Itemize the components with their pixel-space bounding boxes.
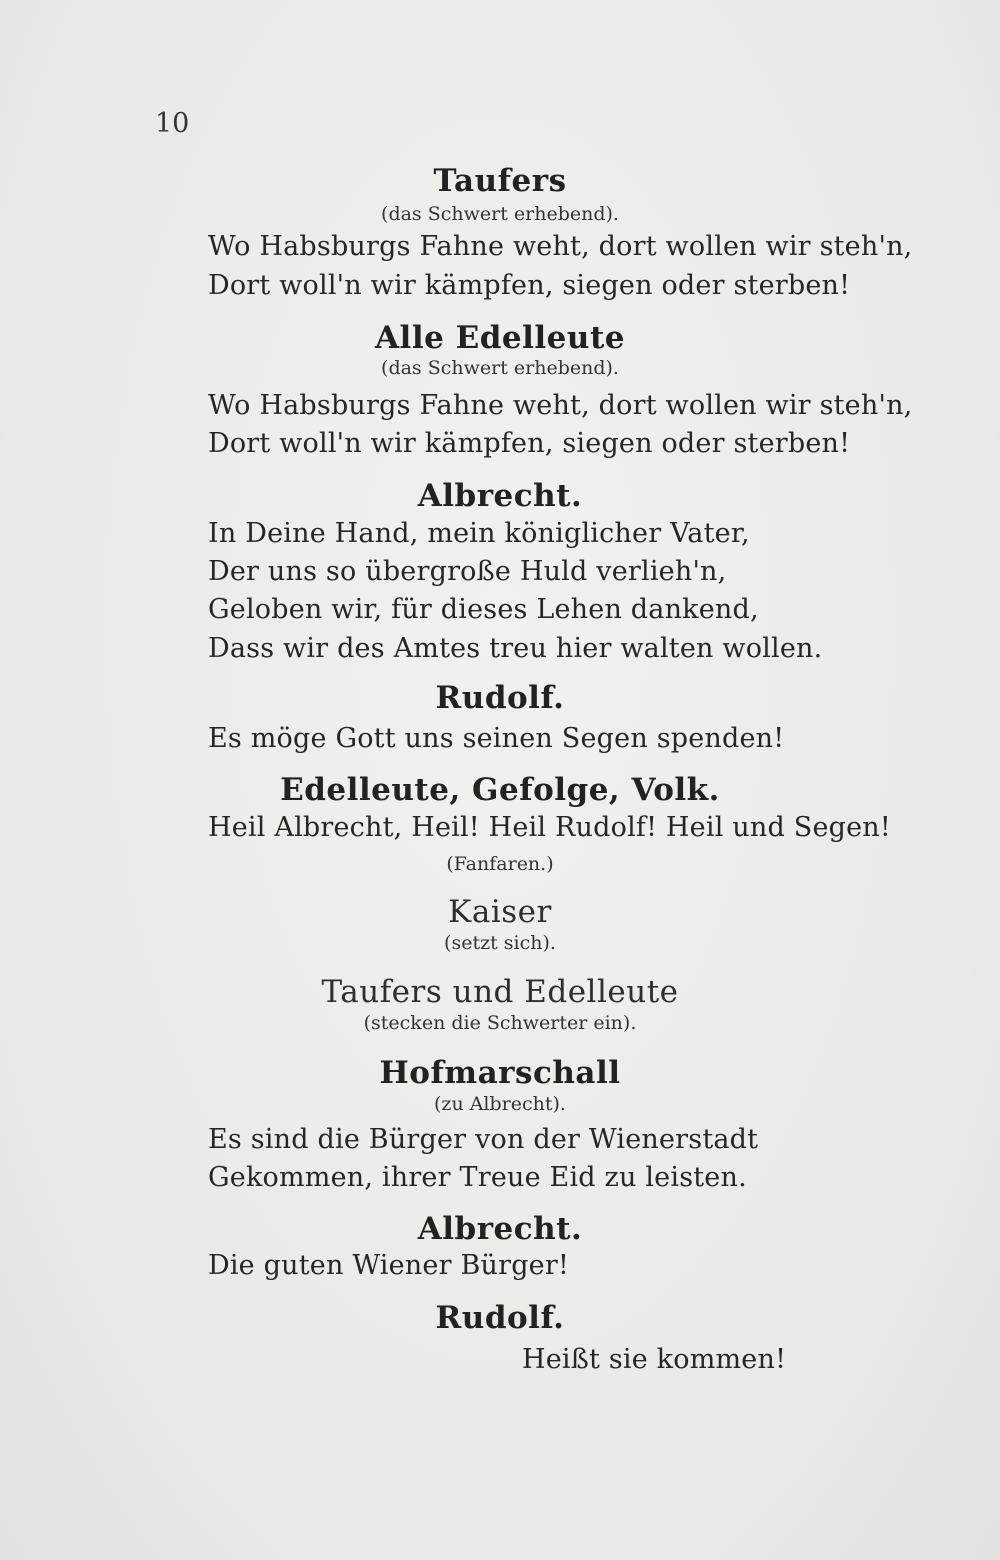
verse-line: Dort woll'n wir kämpfen, siegen oder sterben! xyxy=(208,270,851,301)
verse-line: Heißt sie kommen! xyxy=(522,1344,787,1375)
speaker-name: Albrecht. xyxy=(417,1211,583,1247)
speaker-name: Taufers xyxy=(433,163,567,199)
speaker-name: Taufers und Edelleute xyxy=(321,974,679,1010)
verse-line: Gekommen, ihrer Treue Eid zu leisten. xyxy=(208,1162,747,1193)
verse-line: Dass wir des Amtes treu hier walten wollen. xyxy=(208,633,823,664)
verse-line: In Deine Hand, mein königlicher Vater, xyxy=(208,518,750,549)
verse-line: Wo Habsburgs Fahne weht, dort wollen wir steh'n, xyxy=(208,390,913,421)
speaker-name: Rudolf. xyxy=(435,1300,565,1336)
speaker-name: Alle Edelleute xyxy=(374,320,625,356)
page-number: 10 xyxy=(155,108,190,139)
verse-line: Heil Albrecht, Heil! Heil Rudolf! Heil und Segen! xyxy=(208,812,891,843)
stage-direction: (setzt sich). xyxy=(444,932,556,954)
verse-line: Der uns so übergroße Huld verlieh'n, xyxy=(208,556,727,587)
stage-direction: (zu Albrecht). xyxy=(434,1093,566,1115)
speaker-name: Edelleute, Gefolge, Volk. xyxy=(280,772,720,808)
verse-line: Wo Habsburgs Fahne weht, dort wollen wir steh'n, xyxy=(208,231,913,262)
stage-direction: (Fanfaren.) xyxy=(446,853,554,875)
verse-line: Es möge Gott uns seinen Segen spenden! xyxy=(208,723,785,754)
stage-direction: (stecken die Schwerter ein). xyxy=(363,1012,637,1034)
verse-line: Die guten Wiener Bürger! xyxy=(208,1250,570,1281)
verse-line: Es sind die Bürger von der Wienerstadt xyxy=(208,1124,759,1155)
stage-direction: (das Schwert erhebend). xyxy=(381,357,619,379)
verse-line: Geloben wir, für dieses Lehen dankend, xyxy=(208,594,759,625)
speaker-name: Kaiser xyxy=(448,894,552,930)
speaker-name: Hofmarschall xyxy=(379,1055,621,1091)
stage-direction: (das Schwert erhebend). xyxy=(381,203,619,225)
speaker-name: Rudolf. xyxy=(435,680,565,716)
speaker-name: Albrecht. xyxy=(417,478,583,514)
verse-line: Dort woll'n wir kämpfen, siegen oder sterben! xyxy=(208,428,851,459)
